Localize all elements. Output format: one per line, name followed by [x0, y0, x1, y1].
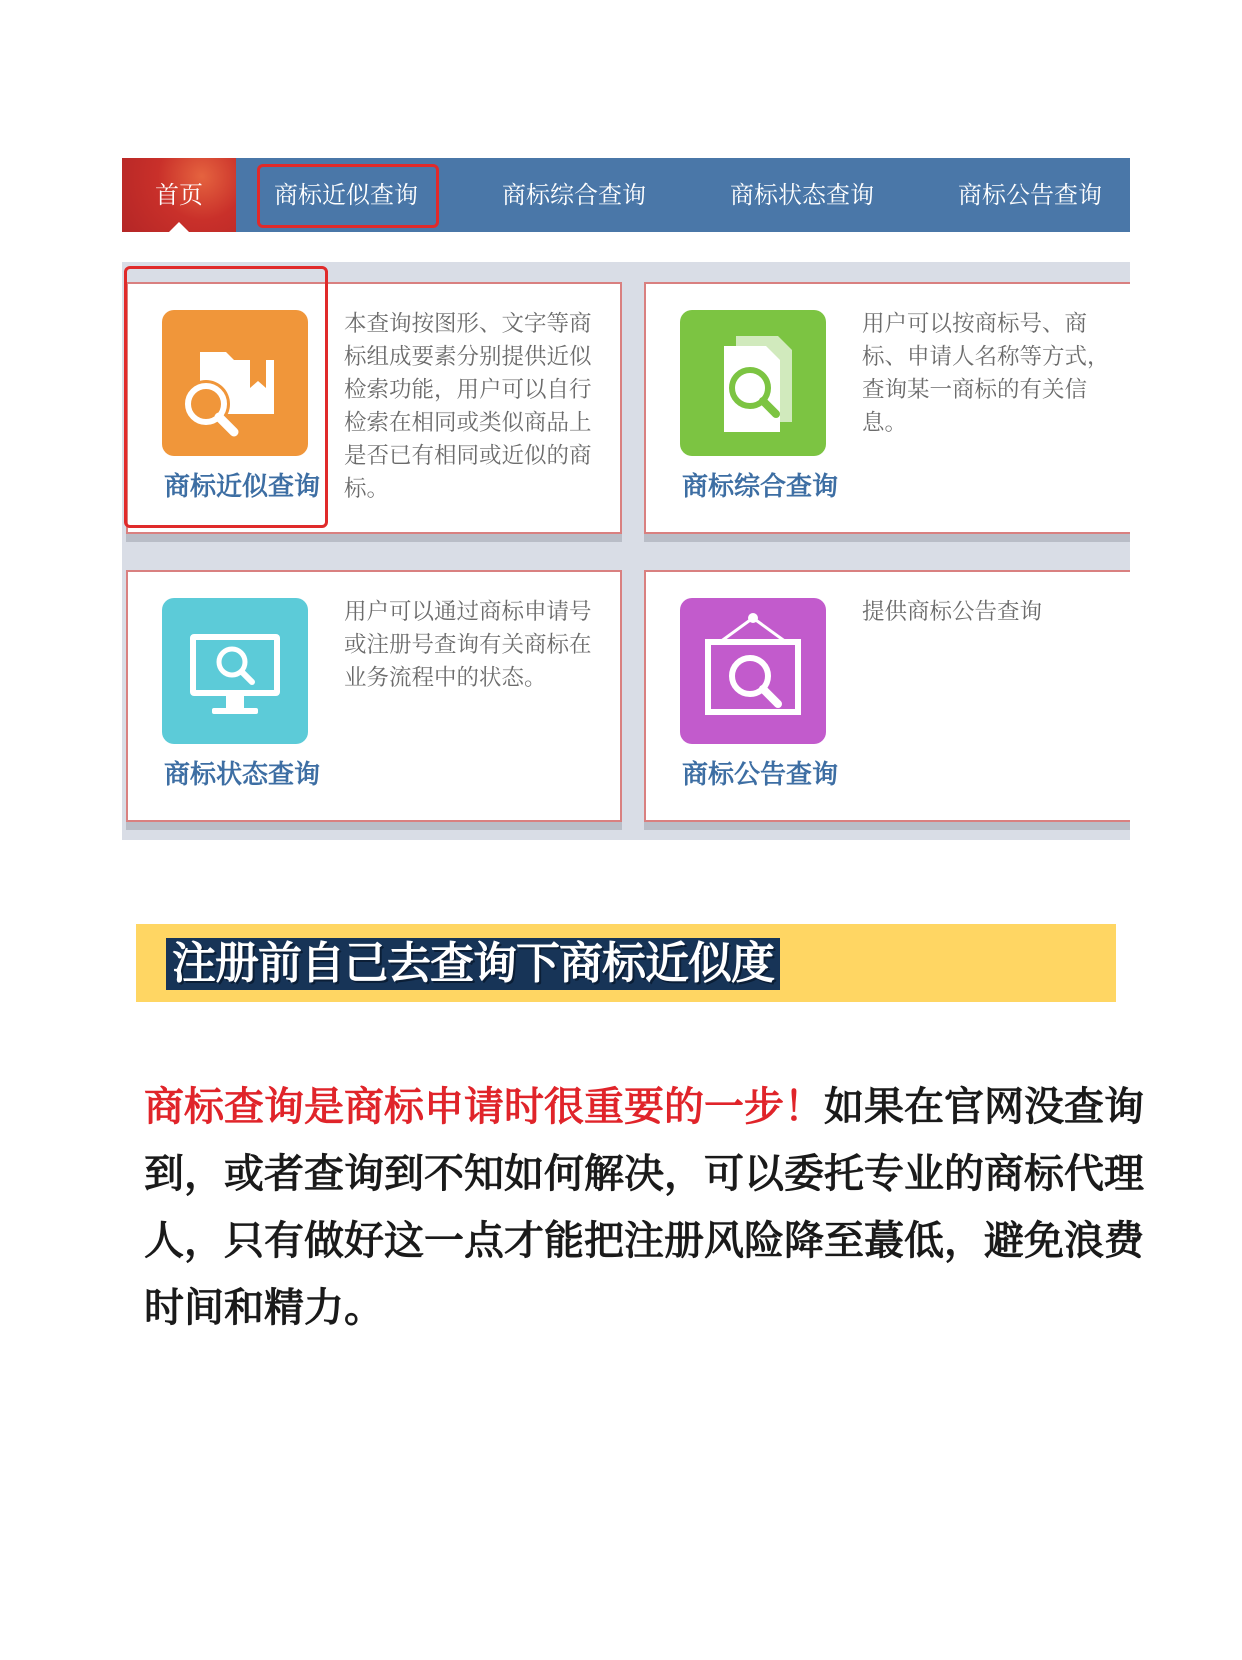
card-title[interactable]: 商标状态查询 — [163, 760, 320, 790]
paragraph-text: 如果在官网没查询到，或者查询到不知如何解决，可以委托专业的商标代理人，只有做好这一点才能把注册风险降至蕞低，避免浪费时间和精力。 — [144, 1084, 1144, 1331]
card-description: 用户可以通过商标申请号或注册号查询有关商标在业务流程中的状态。 — [344, 599, 592, 691]
nav-divider-strip — [122, 232, 1130, 262]
card-title[interactable]: 商标公告查询 — [681, 760, 838, 790]
nav-home[interactable]: 首页 — [122, 158, 236, 232]
card-description: 本查询按图形、文字等商标组成要素分别提供近似检索功能，用户可以自行检索在相同或类似商品上是否已有相同或近似的商标。 — [344, 311, 592, 502]
document-search-icon[interactable] — [680, 310, 826, 456]
highlight-text: 商标查询是商标申请时很重要的一步！ — [144, 1084, 824, 1130]
monitor-search-icon[interactable] — [162, 598, 308, 744]
card-similar-search[interactable] — [126, 282, 622, 534]
heading-title: 注册前自己去查询下商标近似度 — [166, 938, 780, 990]
active-tab-marker — [169, 222, 189, 232]
website-screenshot — [122, 158, 1130, 840]
card-title[interactable]: 商标综合查询 — [681, 472, 838, 502]
card-description: 用户可以按商标号、商标、申请人名称等方式，查询某一商标的有关信息。 — [862, 311, 1110, 436]
nav-comprehensive-search[interactable]: 商标综合查询 — [502, 181, 646, 209]
body-paragraph — [144, 1074, 1180, 1342]
card-comprehensive-search[interactable] — [644, 282, 1130, 534]
nav-status-search[interactable]: 商标状态查询 — [730, 181, 874, 209]
nav-notice-search[interactable]: 商标公告查询 — [958, 181, 1102, 209]
heading-banner — [136, 924, 1116, 1002]
card-notice-search[interactable] — [644, 570, 1130, 822]
card-status-search[interactable] — [126, 570, 622, 822]
folder-search-icon[interactable] — [162, 310, 308, 456]
nav-similar-search[interactable]: 商标近似查询 — [274, 181, 418, 209]
frame-search-icon[interactable] — [680, 598, 826, 744]
top-navigation-bar — [122, 158, 1130, 232]
card-description: 提供商标公告查询 — [862, 599, 1043, 625]
card-title[interactable]: 商标近似查询 — [163, 472, 320, 502]
